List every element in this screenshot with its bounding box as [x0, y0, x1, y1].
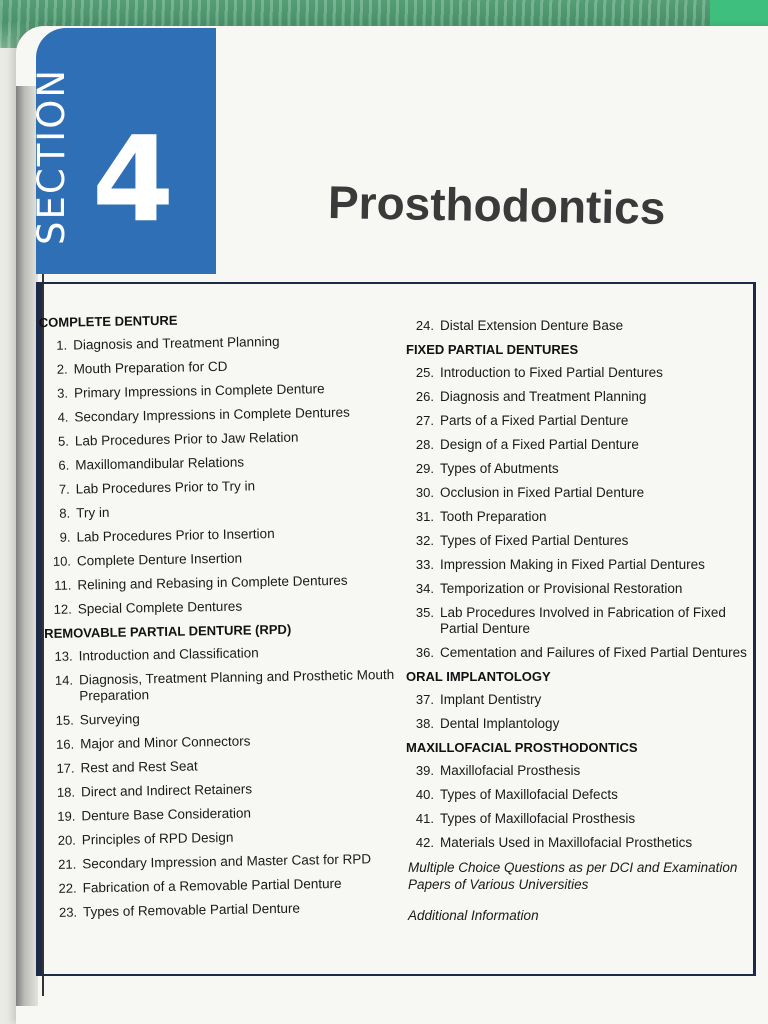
chapter-entry	[404, 485, 756, 501]
chapter-entry	[404, 581, 756, 597]
chapter-number: 31.	[415, 509, 434, 524]
chapter-entry	[38, 404, 390, 426]
chapter-title: Lab Procedures Prior to Jaw Relation	[74, 429, 299, 449]
chapter-title: Direct and Indirect Retainers	[80, 781, 253, 800]
section-number: 4	[92, 110, 175, 248]
chapter-title: Secondary Impression and Master Cast for RPD	[82, 851, 372, 872]
section-heading: REMOVABLE PARTIAL DENTURE (RPD)	[44, 621, 292, 642]
chapter-title: Tooth Preparation	[440, 509, 547, 524]
chapter-title: Lab Procedures Prior to Insertion	[76, 525, 275, 545]
chapter-entry	[404, 763, 756, 779]
chapter-number: 29.	[415, 461, 434, 476]
chapter-number: 41.	[415, 811, 434, 826]
chapter-title: Fabrication of a Removable Partial Denture	[82, 875, 342, 896]
chapter-title: Maxillofacial Prosthesis	[440, 763, 581, 778]
chapter-title: Distal Extension Denture Base	[440, 318, 624, 333]
chapter-entry	[45, 779, 397, 801]
section-heading: COMPLETE DENTURE	[38, 312, 178, 331]
chapter-title: Lab Procedures Prior to Try in	[75, 478, 256, 497]
chapter-title: Primary Impressions in Complete Denture	[73, 381, 325, 401]
chapter-title: Complete Denture Insertion	[76, 550, 243, 569]
chapter-title: Maxillomandibular Relations	[75, 454, 245, 473]
chapter-title: Mouth Preparation for CD	[73, 358, 228, 377]
chapter-number: 32.	[415, 533, 434, 548]
chapter-title: Special Complete Dentures	[77, 598, 243, 617]
chapter-title: Lab Procedures Involved in Fabrication of Fixed Partial Denture	[440, 605, 726, 636]
chapter-entry	[38, 380, 390, 402]
chapter-title: Parts of a Fixed Partial Denture	[440, 413, 629, 428]
chapter-number: 10.	[52, 553, 72, 569]
chapter-entry	[46, 827, 398, 849]
chapter-title: Introduction to Fixed Partial Dentures	[440, 365, 663, 380]
chapter-entry	[404, 605, 756, 637]
contents-right-column	[404, 318, 756, 924]
chapter-entry	[39, 428, 391, 450]
chapter-entry	[37, 356, 389, 378]
chapter-title: Diagnosis and Treatment Planning	[73, 333, 280, 353]
chapter-number: 14.	[54, 672, 74, 688]
chapter-entry	[45, 803, 397, 825]
chapter-number: 23.	[58, 904, 78, 920]
chapter-entry	[42, 643, 394, 665]
chapter-title: Rest and Rest Seat	[80, 758, 198, 776]
chapter-number: 15.	[55, 712, 74, 728]
chapter-number: 35.	[415, 605, 434, 620]
chapter-number: 5.	[57, 433, 70, 449]
chapter-title: Types of Maxillofacial Defects	[440, 787, 618, 802]
chapter-number: 19.	[57, 808, 76, 824]
chapter-title: Implant Dentistry	[440, 692, 542, 707]
chapter-number: 33.	[415, 557, 434, 572]
chapter-entry	[37, 332, 389, 354]
chapter-title: Occlusion in Fixed Partial Denture	[440, 485, 645, 500]
section-heading: MAXILLOFACIAL PROSTHODONTICS	[406, 740, 638, 755]
chapter-entry	[40, 500, 392, 522]
chapter-number: 4.	[57, 409, 69, 425]
chapter-number: 27.	[415, 413, 434, 428]
chapter-number: 3.	[57, 385, 69, 401]
chapter-number: 24.	[415, 318, 434, 333]
chapter-number: 16.	[55, 736, 75, 752]
chapter-entry	[404, 557, 756, 573]
chapter-title: Design of a Fixed Partial Denture	[440, 437, 639, 452]
chapter-entry	[404, 716, 756, 732]
chapter-title: Try in	[75, 504, 110, 521]
chapter-entry	[404, 509, 756, 525]
chapter-entry	[44, 731, 396, 753]
chapter-number: 20.	[57, 832, 76, 848]
chapter-title: Introduction and Classification	[78, 645, 259, 664]
chapter-number: 37.	[415, 692, 434, 707]
section-heading: ORAL IMPLANTOLOGY	[406, 669, 551, 684]
chapter-entry	[404, 533, 756, 549]
chapter-title: Types of Maxillofacial Prosthesis	[440, 811, 636, 826]
chapter-number: 38.	[415, 716, 434, 731]
chapter-title: Relining and Rebasing in Complete Dentures	[77, 572, 348, 593]
chapter-number: 11.	[54, 577, 72, 593]
section-label: SECTION	[30, 67, 73, 245]
appendix-entry: Multiple Choice Questions as per DCI and Examination Papers of Various Universities	[408, 860, 738, 892]
chapter-entry	[404, 811, 756, 827]
chapter-entry	[47, 875, 399, 897]
chapter-entry	[40, 524, 392, 546]
chapter-entry	[404, 645, 756, 661]
chapter-number: 2.	[56, 361, 68, 377]
chapter-number: 40.	[415, 787, 434, 802]
chapter-title: Types of Fixed Partial Dentures	[440, 533, 629, 548]
chapter-entry	[43, 667, 396, 705]
chapter-entry	[404, 461, 756, 477]
contents-left-column	[37, 309, 400, 929]
chapter-title: Diagnosis and Treatment Planning	[440, 389, 647, 404]
chapter-entry	[404, 835, 756, 851]
chapter-number: 12.	[53, 601, 72, 617]
chapter-entry	[404, 787, 756, 803]
chapter-number: 17.	[56, 760, 75, 776]
chapter-number: 34.	[415, 581, 434, 596]
appendix-entry: Additional Information	[408, 908, 539, 923]
chapter-number: 13.	[54, 648, 73, 664]
chapter-entry	[404, 692, 756, 708]
chapter-entry	[40, 476, 392, 498]
chapter-entry	[44, 707, 396, 729]
chapter-title: Denture Base Consideration	[81, 805, 252, 824]
chapter-title: Diagnosis, Treatment Planning and Prosthetic Mouth Preparation	[78, 666, 395, 704]
chapter-number: 26.	[415, 389, 434, 404]
chapter-entry	[404, 318, 756, 334]
chapter-entry	[46, 851, 398, 873]
chapter-title: Impression Making in Fixed Partial Dentures	[440, 557, 705, 572]
chapter-title: Secondary Impressions in Complete Dentures	[74, 404, 350, 425]
chapter-number: 28.	[415, 437, 434, 452]
chapter-number: 42.	[415, 835, 434, 850]
chapter-number: 18.	[56, 784, 76, 800]
chapter-title: Types of Removable Partial Denture	[82, 900, 301, 920]
chapter-number: 30.	[415, 485, 434, 500]
chapter-number: 8.	[59, 505, 71, 521]
chapter-entry	[41, 548, 393, 570]
section-heading: FIXED PARTIAL DENTURES	[406, 342, 579, 357]
chapter-number: 7.	[58, 481, 70, 497]
chapter-number: 25.	[415, 365, 434, 380]
chapter-number: 21.	[58, 856, 77, 872]
chapter-entry	[42, 596, 394, 618]
chapter-title: Materials Used in Maxillofacial Prosthetics	[440, 835, 693, 850]
chapter-title: Major and Minor Connectors	[80, 733, 251, 752]
chapter-title: Temporization or Provisional Restoration	[440, 581, 683, 596]
chapter-title: Types of Abutments	[440, 461, 559, 476]
chapter-entry	[404, 437, 756, 453]
chapter-entry	[39, 452, 391, 474]
chapter-number: 22.	[58, 880, 77, 896]
chapter-number: 1.	[56, 337, 68, 353]
chapter-title: Cementation and Failures of Fixed Partial Dentures	[440, 645, 747, 660]
chapter-entry	[47, 899, 399, 921]
chapter-entry	[44, 755, 396, 777]
chapter-entry	[404, 413, 756, 429]
chapter-title: Surveying	[79, 711, 140, 728]
chapter-number: 39.	[415, 763, 434, 778]
chapter-title: Principles of RPD Design	[81, 829, 234, 848]
chapter-title: Dental Implantology	[440, 716, 560, 731]
chapter-entry	[404, 365, 756, 381]
chapter-entry	[41, 572, 393, 594]
chapter-number: 6.	[58, 457, 70, 473]
chapter-number: 9.	[59, 529, 71, 545]
page-title: Prosthodontics	[327, 176, 666, 234]
chapter-number: 36.	[415, 645, 434, 660]
chapter-entry	[404, 389, 756, 405]
